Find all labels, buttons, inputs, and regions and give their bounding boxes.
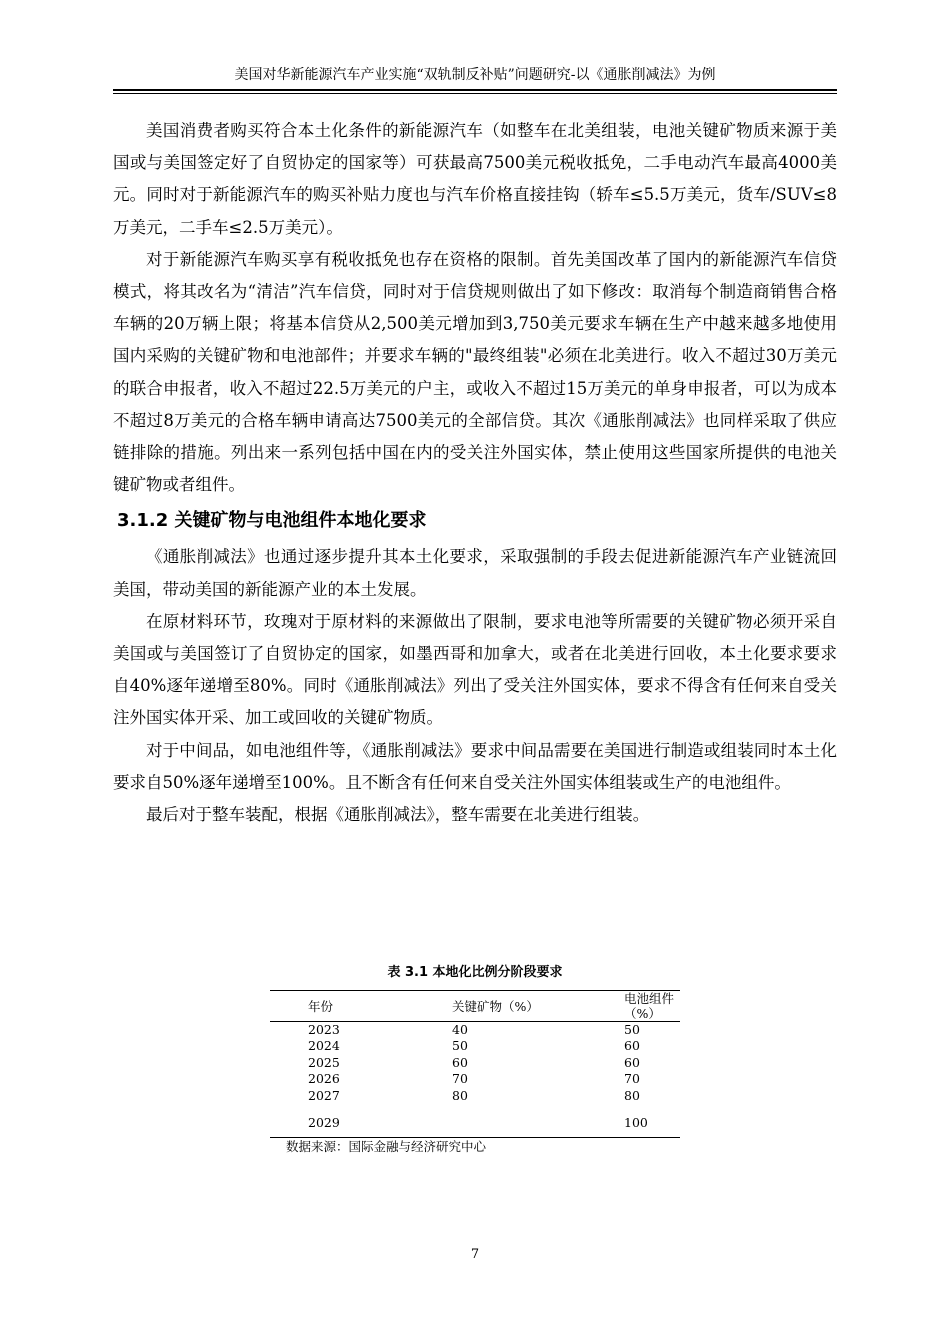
paragraph-final-assembly: 最后对于整车装配，根据《通胀削减法》，整车需要在北美进行组装。 — [146, 805, 650, 825]
paragraph-localization-intro: 《通胀削减法》也通过逐步提升其本土化要求，采取强制的手段去促进新能源汽车产业链流回美国，带动美国的新能源产业的本土发展。 — [113, 547, 837, 599]
header-rule-thick — [113, 89, 837, 91]
cell-critical-minerals: 60 — [452, 1054, 468, 1070]
table-caption: 表 3.1 本地化比例分阶段要求 — [387, 965, 563, 980]
paragraph-raw-materials: 在原材料环节，玫瑰对于原材料的来源做出了限制，要求电池等所需要的关键矿物必须开采自美国或与美国签订了自贸协定的国家，如墨西哥和加拿大，或者在北美进行回收，本土化要求要求自40%逐年递增至80%。同时《通胀削减法》列出了受关注外国实体，要求不得含有任何来自受关注外国实体开采、加工或回收的关键矿物质。 — [113, 611, 837, 728]
header-rule-thin — [113, 93, 837, 94]
cell-year: 2024 — [308, 1038, 340, 1054]
cell-year: 2029 — [270, 1104, 448, 1138]
cell-year: 2025 — [308, 1054, 340, 1070]
table-row — [270, 1104, 680, 1138]
header-year: 年份 — [270, 991, 448, 1022]
cell-battery-components: 70 — [624, 1071, 640, 1087]
cell-battery-components: 50 — [624, 1022, 640, 1037]
body-text — [113, 115, 837, 831]
table-row — [270, 1038, 680, 1054]
table-source-note: 数据来源：国际金融与经济研究中心 — [286, 1139, 487, 1154]
table-row — [270, 1088, 680, 1104]
table-row — [270, 1055, 680, 1071]
cell-critical-minerals — [448, 1104, 590, 1138]
cell-battery-components: 80 — [624, 1087, 640, 1103]
running-header-title: 美国对华新能源汽车产业实施“双轨制反补贴”问题研究-以《通胀削减法》为例 — [234, 67, 716, 83]
data-table — [270, 990, 680, 1138]
paragraph-tax-credit: 美国消费者购买符合本土化条件的新能源汽车（如整车在北美组装，电池关键矿物质来源于美国或与美国签定好了自贸协定的国家等）可获最高7500美元税收抵免，二手电动汽车最高4000美元。同时对于新能源汽车的购买补贴力度也与汽车价格直接挂钩（轿车≤5.5万美元，货车/SUV≤8万美元，二手车≤2.5万美元）。 — [113, 121, 837, 237]
paragraph-eligibility: 对于新能源汽车购买享有税收抵免也存在资格的限制。首先美国改革了国内的新能源汽车信贷模式，将其改名为“清洁”汽车信贷，同时对于信贷规则做出了如下修改：取消每个制造商销售合格车辆的20万辆上限；将基本信贷从2,500美元增加到3,750美元要求车辆在生产中越来越多地使用国内采购的关键矿物和电池部件；并要求车辆的"最终组装"必须在北美进行。收入不超过30万美元的联合申报者，收入不超过22.5万美元的户主，或收入不超过15万美元的单身申报者，可以为成本不超过8万美元的合格车辆申请高达7500美元的全部信贷。其次《通胀削减法》也同样采取了供应链排除的措施。列出来一系列包括中国在内的受关注外国实体，禁止使用这些国家所提供的电池关键矿物或者组件。 — [113, 249, 837, 495]
table-row — [270, 1022, 680, 1039]
cell-critical-minerals: 40 — [452, 1022, 468, 1037]
cell-year: 2026 — [308, 1071, 340, 1087]
section-heading: 3.1.2 关键矿物与电池组件本地化要求 — [117, 510, 427, 532]
table-row — [270, 1071, 680, 1087]
cell-year: 2027 — [308, 1087, 340, 1103]
page-number: 7 — [470, 1247, 480, 1262]
cell-battery-components: 60 — [624, 1038, 640, 1054]
header-battery-components: 电池组件（%） — [590, 991, 680, 1022]
paragraph-intermediate-goods: 对于中间品，如电池组件等，《通胀削减法》要求中间品需要在美国进行制造或组装同时本土化要求自50%逐年递增至100%。且不断含有任何来自受关注外国实体组装或生产的电池组件。 — [113, 740, 837, 792]
cell-critical-minerals: 70 — [452, 1071, 468, 1087]
table-header-row — [270, 991, 680, 1022]
cell-battery-components: 100 — [590, 1104, 680, 1138]
cell-year: 2023 — [308, 1022, 340, 1037]
cell-critical-minerals: 50 — [452, 1038, 468, 1054]
cell-critical-minerals: 80 — [452, 1087, 468, 1103]
header-critical-minerals: 关键矿物（%） — [448, 991, 590, 1022]
localization-table — [270, 990, 680, 1138]
cell-battery-components: 60 — [624, 1054, 640, 1070]
